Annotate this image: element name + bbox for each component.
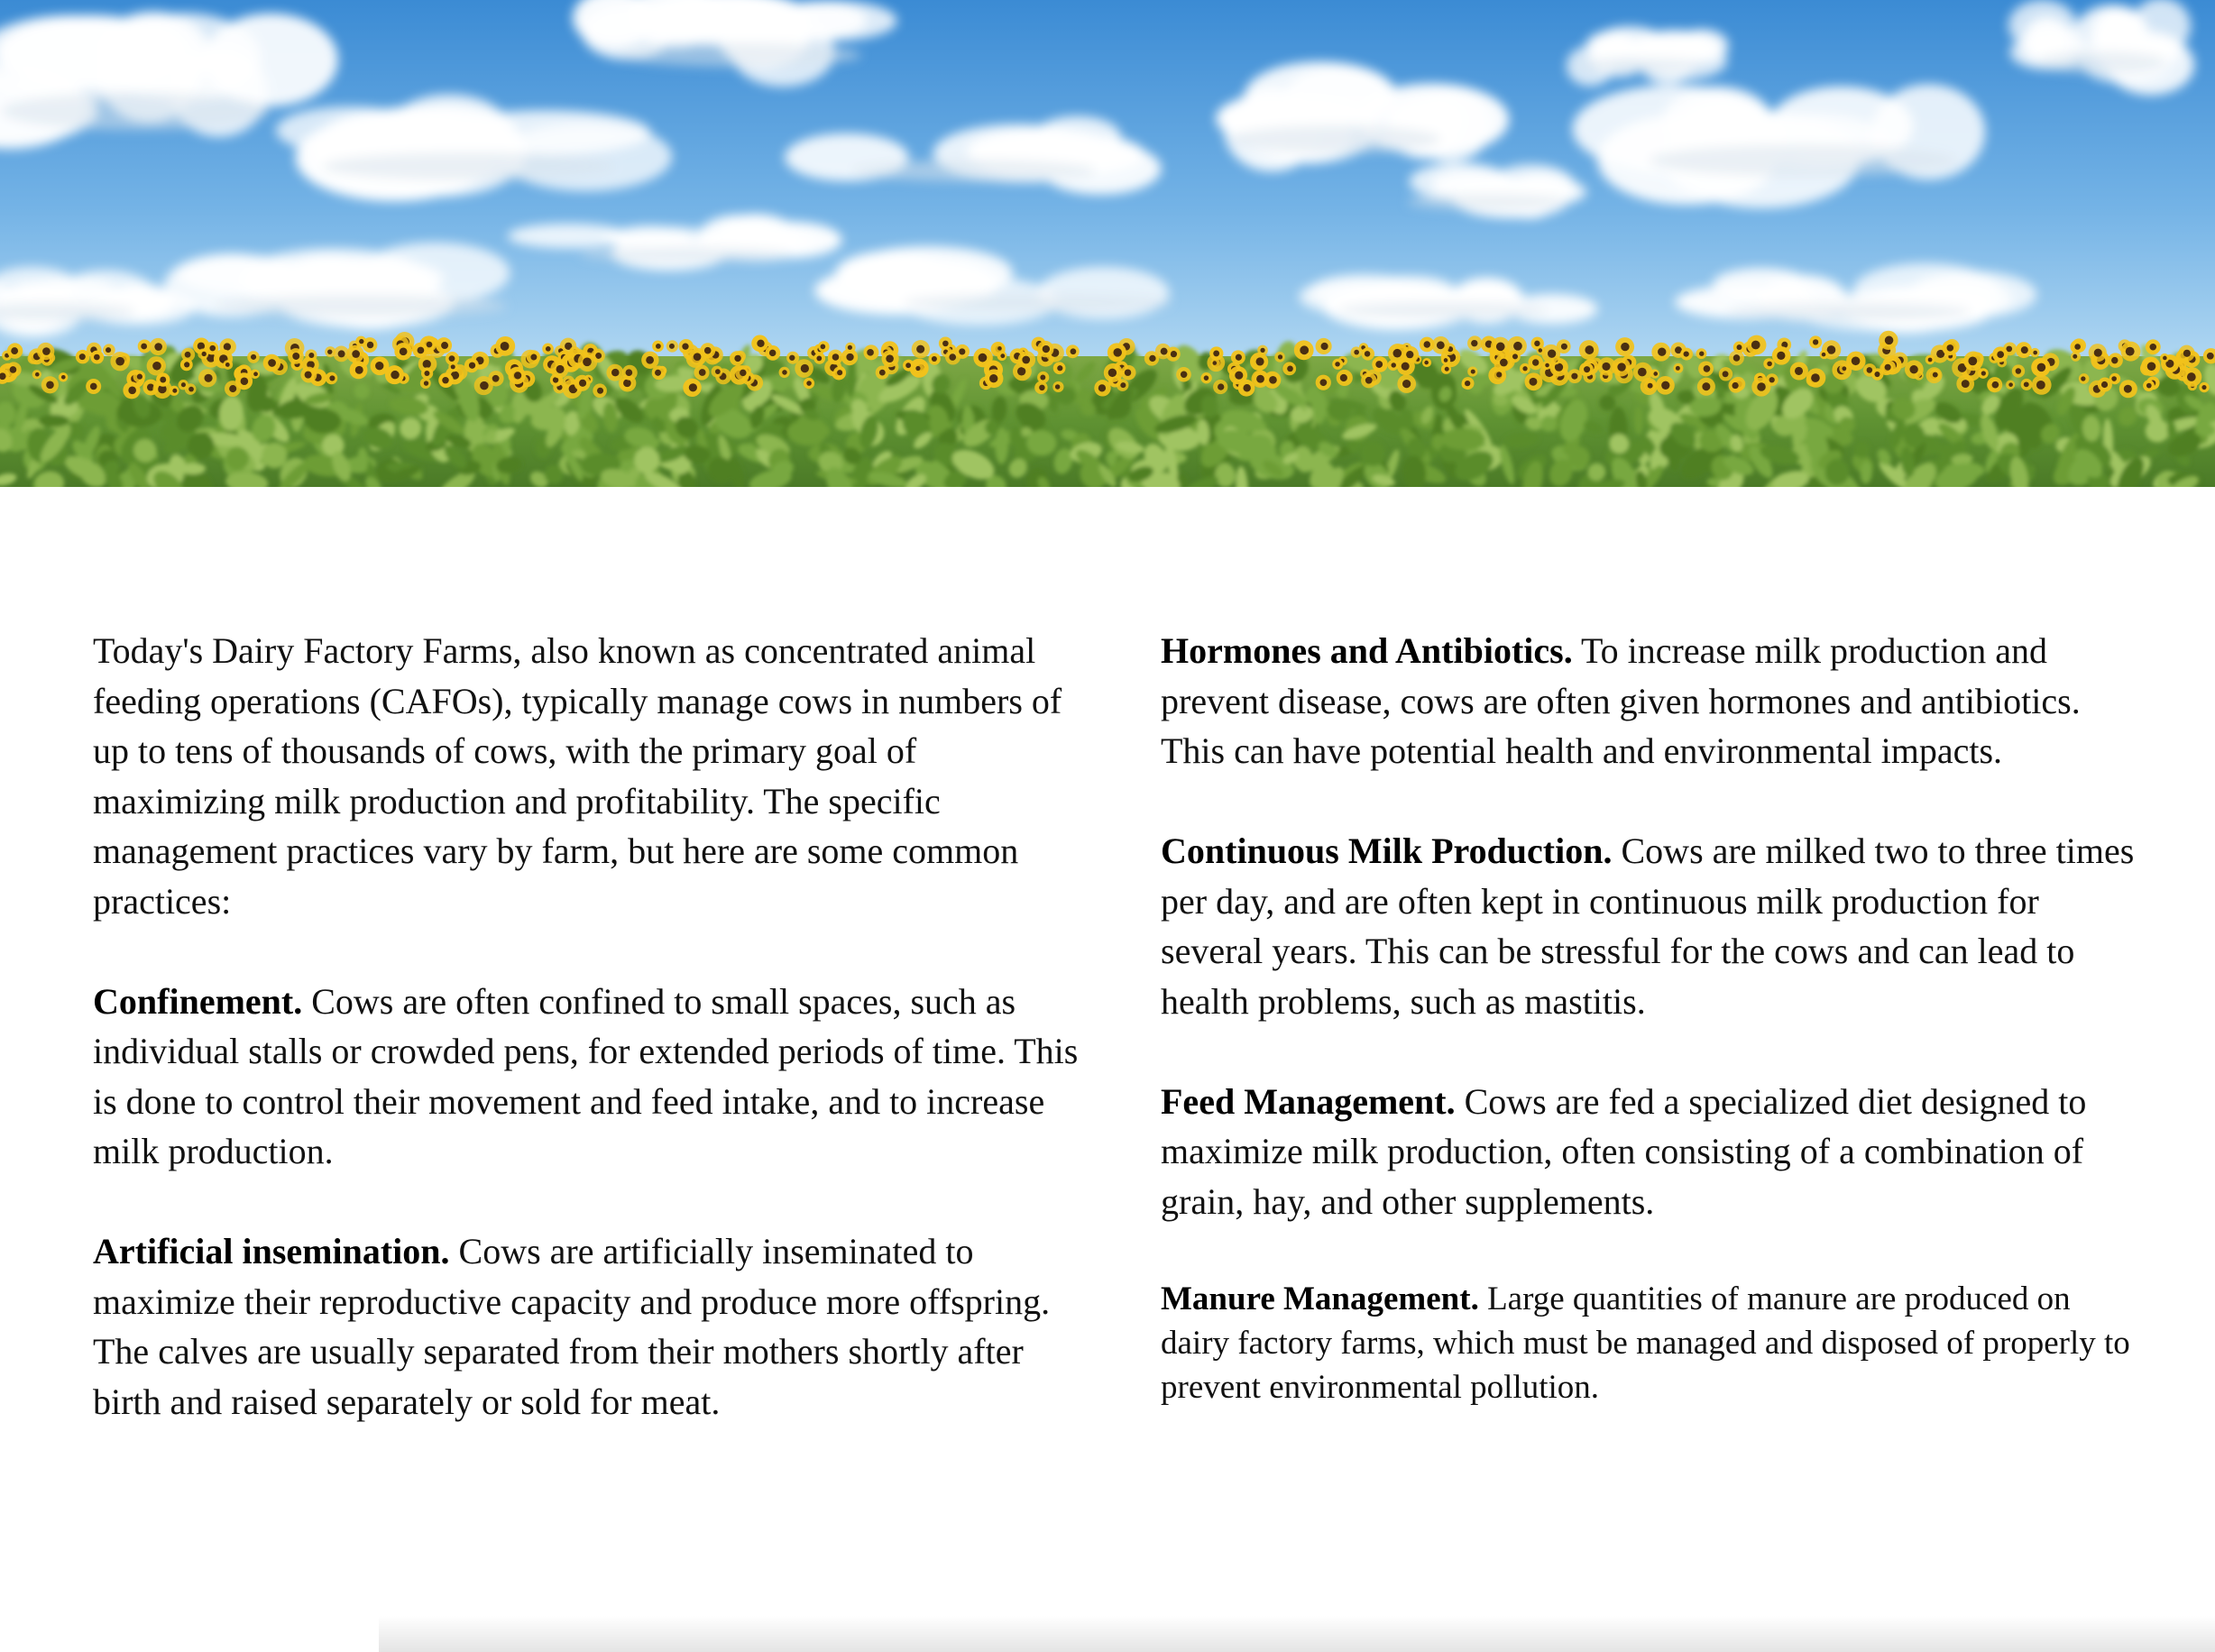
sunflower-center [611, 369, 619, 376]
sunflower-center [241, 377, 249, 385]
sunflower-center [546, 346, 551, 352]
sunflower-center [583, 357, 592, 366]
cloud-shadow [1337, 302, 1549, 318]
sunflower-center [530, 354, 537, 361]
sunflower-center [848, 345, 852, 350]
sunflower-center [253, 372, 258, 376]
sunflower-center [1424, 361, 1429, 365]
sunflower-center [1534, 341, 1539, 346]
sunflower-center [1909, 365, 1917, 373]
sunflower-center [1532, 359, 1539, 365]
sunflower-center [1149, 355, 1155, 362]
sunflower-center [1236, 354, 1242, 361]
cloud-puff [441, 110, 650, 154]
sunflower-center [699, 369, 706, 376]
cloud-shadow [1650, 144, 1958, 176]
sunflower-center [1648, 383, 1653, 389]
sunflower-center [327, 349, 332, 353]
sunflower-center [2036, 381, 2045, 390]
sunflower-center [757, 340, 764, 347]
sunflower-center [1055, 384, 1060, 389]
sunflower-center [1928, 358, 1933, 363]
sunflower-center [846, 353, 853, 361]
sunflower-center [694, 353, 702, 361]
sunflower-center [359, 339, 363, 344]
sunflower-center [338, 350, 345, 357]
sunflower-center [979, 353, 988, 363]
sunflower-center [1017, 367, 1025, 375]
sunflower-center [1269, 376, 1277, 384]
sunflower-center [2201, 385, 2206, 390]
sunflower-center [669, 344, 675, 349]
sunflower-center [427, 342, 433, 348]
sunflower-center [128, 387, 136, 395]
sunflower-center [141, 344, 147, 350]
sunflower-center [375, 362, 383, 370]
sunflower-center [2187, 372, 2196, 381]
cloud-puff [360, 243, 510, 304]
sunflower-center [646, 356, 654, 364]
practice-text: Cows are often confined to small spaces, such as individual stalls or crowded pens, for extended periods of time. This is done to control their movement and feed intake, and to increase milk production. [93, 980, 1079, 1171]
sunflower-center [1513, 342, 1522, 351]
practice-heading: Hormones and Antibiotics. [1161, 630, 1573, 671]
sunflower-center [1278, 354, 1282, 359]
sunflower-center [79, 353, 86, 360]
sunflower-center [1777, 352, 1785, 360]
hero-banner-image [0, 0, 2215, 487]
sunflower-center [172, 389, 177, 393]
sunflower-center [2146, 383, 2152, 389]
sunflower-center [789, 355, 795, 361]
sunflower-center [2008, 382, 2013, 387]
sunflower-center [11, 347, 18, 354]
sunflower-center [1947, 344, 1954, 352]
sunflower-center [1022, 356, 1030, 364]
sunflower-center [492, 375, 500, 382]
sunflower-center [10, 366, 17, 373]
sunflower-center [352, 350, 360, 358]
sunflower-center [2024, 381, 2029, 387]
sunflower-center [932, 356, 937, 362]
sunflower-center [916, 345, 924, 353]
sunflower-center [152, 362, 161, 371]
sunflower-center [1545, 363, 1549, 368]
sunflower-center [1465, 381, 1470, 386]
sunflower-center [769, 350, 777, 357]
sunflower-center [480, 381, 489, 390]
sunflower-center [292, 353, 299, 360]
sunflower-center [832, 353, 840, 361]
sunflower-center [1335, 362, 1339, 366]
left-column [93, 626, 1085, 1427]
sunflower-center [734, 355, 740, 362]
sunflower-center [1161, 348, 1168, 355]
sunflower-center [656, 344, 661, 349]
sunflower-leaf [39, 415, 69, 427]
practice-confinement [93, 977, 1085, 1177]
cloud-puff [769, 2, 867, 40]
sunflower-center [1933, 372, 1938, 378]
sunflower-center [423, 360, 431, 368]
sunflower-center [1795, 367, 1803, 375]
sunflower-center [2016, 368, 2021, 373]
sunflower-center [1108, 369, 1117, 377]
sunflower-center [2207, 353, 2214, 360]
sunflower-center [424, 371, 429, 376]
sunflower-center [1981, 371, 1986, 375]
sunflower-center [1471, 340, 1477, 346]
sunflower-center [1638, 368, 1647, 377]
sunflower-center [1000, 353, 1005, 358]
practice-heading: Feed Management. [1161, 1080, 1456, 1122]
cloud-shadow [2036, 51, 2166, 73]
cloud-shadow [1407, 194, 1569, 210]
sunflower-center [2033, 351, 2037, 355]
sunflower-center [1512, 353, 1518, 359]
sunflower-center [184, 362, 189, 367]
sunflower-center [2037, 363, 2046, 372]
practice-text: To increase milk production and prevent disease, cows are often given hormones and antibiotics. This can have potential health and environmental impacts. [1161, 630, 2081, 771]
sunflower-field-illustration [0, 0, 2215, 487]
sunflower-center [514, 372, 521, 379]
sunflower-center [1260, 348, 1264, 353]
sunflower-center [1885, 336, 1894, 345]
sunflower-center [367, 342, 373, 348]
sunflower-center [1500, 359, 1508, 367]
sunflower-center [2073, 354, 2077, 359]
sunflower-center [1702, 382, 1710, 390]
sunflower-center [1757, 382, 1766, 391]
sunflower-center [1962, 380, 1970, 388]
sunflower-center [1621, 343, 1629, 351]
sunflower-center [1968, 357, 1977, 366]
sunflower-center [2094, 349, 2102, 357]
sunflower-center [1530, 378, 1538, 386]
practice-heading: Manure Management. [1161, 1280, 1479, 1317]
sunflower-center [2163, 356, 2167, 361]
sunflower-center [202, 352, 207, 356]
sunflower-center [469, 363, 475, 369]
sunflower-center [424, 381, 428, 385]
sunflower-center [1539, 348, 1543, 353]
sunflower-center [355, 366, 363, 374]
cloud-shadow [618, 43, 861, 67]
sunflower-center [1822, 353, 1826, 357]
sunflower-center [1767, 362, 1772, 367]
sunflower-center [46, 381, 54, 390]
sunflower-center [623, 379, 631, 387]
cloud-puff [204, 14, 338, 106]
sunflower-center [1561, 344, 1567, 350]
practice-continuous-milk-production [1161, 826, 2144, 1026]
sunflower-center [2147, 362, 2156, 371]
sunflower-center [1471, 370, 1475, 374]
sunflower-center [1852, 356, 1861, 365]
sunflower-center [1684, 351, 1689, 356]
cloud-puff [1586, 31, 1637, 60]
sunflower-center [1699, 352, 1704, 356]
sunflower-center [1661, 381, 1669, 390]
sunflower-center [181, 382, 186, 387]
sunflower-center [391, 371, 399, 379]
sunflower-center [1658, 348, 1666, 356]
sunflower-center [42, 347, 51, 355]
practice-text: Cows are milked two to three times per day, and are often kept in continuous milk production for several years. This can be stressful for the cows and can lead to health problems, such as mastitis. [1161, 831, 2135, 1022]
sunflower-center [1039, 385, 1044, 390]
intro-paragraph [93, 626, 1085, 926]
cloud-shadow [2, 92, 270, 130]
sunflower-center [2124, 385, 2132, 393]
sunflower-center [61, 375, 66, 380]
sunflower-center [1125, 369, 1131, 375]
sunflower-center [1406, 351, 1413, 358]
cloud-puff [2024, 16, 2070, 60]
sunflower-center [1213, 351, 1219, 357]
sunflower-center [90, 383, 97, 390]
sunflower-center [1287, 366, 1293, 372]
sunflower-center [689, 383, 697, 391]
sunflower-center [1424, 341, 1430, 347]
sunflower-center [1320, 379, 1328, 386]
sunflower-center [704, 347, 712, 354]
sunflower-center [305, 372, 312, 379]
sunflower-center [1256, 375, 1264, 383]
practice-text: Cows are artificially inseminated to maximize their reproductive capacity and produce more offspring. The calves are usually separated from their mothers shortly after birth and raised separately or sold for meat. [93, 1231, 1051, 1422]
cloud-puff [0, 15, 185, 89]
sunflower-center [1733, 354, 1741, 362]
practice-hormones-antibiotics [1161, 626, 2144, 776]
sunflower-center [1120, 382, 1126, 388]
sunflower-center [715, 369, 721, 374]
sunflower-center [442, 377, 448, 383]
sunflower-center [1181, 372, 1187, 378]
sunflower-center [942, 341, 949, 347]
sunflower-center [501, 342, 510, 351]
sunflower-center [1300, 345, 1309, 354]
sunflower-center [209, 345, 216, 352]
sunflower-center [2081, 376, 2085, 381]
sunflower-center [400, 347, 408, 355]
sunflower-center [115, 357, 124, 366]
sunflower-center [1548, 350, 1556, 358]
sunflower-center [1602, 363, 1610, 371]
sunflower-center [1321, 343, 1328, 350]
sunflower-center [1751, 341, 1760, 350]
sunflower-center [154, 343, 162, 351]
sunflower-center [1365, 377, 1373, 384]
sunflower-center [740, 370, 746, 376]
sunflower-center [1212, 361, 1217, 365]
sunflower-center [1992, 381, 1999, 389]
sunflower-center [1676, 366, 1680, 371]
sunflower-center [682, 344, 688, 350]
sunflower-center [879, 370, 886, 376]
sunflower-center [1402, 363, 1410, 371]
sunflower-center [106, 347, 111, 353]
sunflower-center [94, 354, 100, 361]
sunflower-center [2126, 347, 2135, 356]
sunflower-center [655, 370, 661, 376]
sunflower-center [137, 374, 142, 380]
cloud-shadow [215, 295, 507, 317]
sunflower-center [959, 348, 965, 354]
sunflower-center [268, 359, 276, 367]
sunflower-center [1437, 341, 1445, 349]
sunflower-center [1391, 363, 1395, 367]
sunflower-center [418, 347, 425, 354]
sunflower-center [949, 353, 956, 361]
sunflower-center [997, 346, 1002, 351]
sunflower-center [1617, 363, 1625, 371]
sunflower-center [251, 354, 256, 360]
sunflower-center [224, 343, 231, 350]
sunflower-center [2111, 376, 2117, 381]
sunflower-center [556, 365, 565, 373]
sunflower-center [1867, 367, 1873, 373]
practice-feed-management [1161, 1077, 2144, 1227]
sunflower-center [1444, 358, 1448, 363]
sunflower-center [2149, 344, 2156, 351]
sunflower-center [1585, 345, 1594, 354]
sunflower-center [989, 374, 997, 382]
sunflower-center [597, 388, 603, 394]
sunflower-center [1171, 351, 1177, 357]
sunflower-center [2074, 344, 2081, 350]
sunflower-center [1340, 374, 1347, 381]
practice-manure-management [1161, 1277, 2144, 1409]
practice-heading: Confinement. [93, 980, 303, 1022]
sunflower-center [225, 363, 230, 367]
sunflower-center [1243, 384, 1250, 391]
sunflower-center [626, 369, 633, 376]
sunflower-center [1098, 384, 1106, 391]
sunflower-center [1496, 343, 1505, 352]
sunflower-center [449, 355, 455, 362]
sunflower-center [1057, 365, 1062, 371]
sunflower-center [1392, 349, 1402, 358]
sunflower-center [1496, 372, 1502, 377]
practice-heading: Continuous Milk Production. [1161, 831, 1613, 871]
sunflower-center [451, 364, 455, 369]
sunflower-center [1235, 372, 1243, 380]
sunflower-center [2021, 346, 2028, 353]
sunflower-center [1813, 339, 1818, 344]
sunflower-center [1445, 367, 1449, 372]
sunflower-center [1769, 377, 1775, 382]
sunflower-center [886, 354, 894, 363]
sunflower-center [806, 381, 812, 386]
sunflower-center [160, 377, 166, 383]
sunflower-center [329, 375, 335, 381]
sunflower-center [905, 363, 911, 368]
sunflower-center [1071, 348, 1077, 354]
sunflower-center [915, 366, 920, 371]
sunflower-center [185, 352, 191, 358]
sunflower-center [1402, 380, 1411, 388]
sunflower-center [308, 353, 314, 358]
sunflower-leaf [1441, 428, 1485, 450]
sunflower-center [1723, 371, 1729, 377]
sunflower-center [1204, 375, 1209, 381]
sunflower-center [1113, 348, 1121, 356]
page-edge-shadow [379, 1616, 2215, 1652]
practice-heading: Artificial insemination. [93, 1231, 450, 1271]
sunflower-center [441, 342, 448, 349]
sunflower-center [579, 380, 586, 387]
practice-artificial-insemination [93, 1226, 1085, 1427]
sunflower-center [1704, 365, 1711, 372]
cloud-shadow [580, 248, 791, 262]
sunflower-center [821, 344, 826, 350]
sunflower-center [35, 372, 40, 377]
sunflower-center [1732, 382, 1738, 389]
practice-text: Cows are fed a specialized diet designed to maximize milk production, often consisting of a combination of grain, hay, and other supplements. [1161, 1080, 2087, 1222]
sunflower-center [1997, 351, 2004, 358]
sunflower-center [1885, 364, 1891, 371]
sunflower-center [1365, 351, 1371, 357]
cloud-shadow [1229, 125, 1440, 153]
cloud-shadow [904, 294, 1172, 312]
sunflower-center [229, 385, 236, 392]
sunflower-center [2183, 350, 2191, 357]
sunflower-center [782, 370, 787, 375]
sunflower-center [188, 387, 194, 392]
sunflower-center [837, 370, 842, 375]
sunflower-center [1584, 366, 1590, 372]
sunflower-leaf [1634, 406, 1643, 435]
sunflower-center [1571, 373, 1577, 380]
sunflower-center [205, 374, 213, 382]
sunflower-center [1653, 372, 1658, 376]
cloud-shadow [1576, 59, 1706, 72]
cloud-shadow [323, 152, 615, 180]
sunflower-center [1874, 372, 1880, 377]
cloud-shadow [852, 160, 1096, 181]
sunflower-center [2111, 357, 2118, 363]
sunflower-center [1842, 366, 1846, 371]
sunflower-center [801, 364, 809, 372]
practice-text: Large quantities of manure are produced on dairy factory farms, which must be managed and disposed of properly to prevent environmental pollution. [1161, 1280, 2130, 1406]
sunflower-center [1811, 373, 1820, 382]
sunflower-center [1375, 361, 1383, 368]
sunflower-center [1354, 350, 1359, 355]
sunflower-center [1737, 344, 1742, 350]
cloud-shadow [1727, 303, 1971, 321]
cloud-puff [1663, 87, 1772, 155]
sunflower-center [816, 356, 822, 362]
sunflower-center [1256, 357, 1264, 365]
right-column [1161, 626, 2144, 1409]
sunflower-center [2101, 381, 2108, 388]
intro-text: Today's Dairy Factory Farms, also known as concentrated animal feeding operations (CAFOs), typically manage cows in numbers of up to tens of thousands of cows, with the primary goal of maximizing milk production and profitability. The specific management practices vary by farm, but here are some common practices: [93, 630, 1062, 922]
sunflower-center [1218, 383, 1224, 390]
cloud-puff [602, 226, 721, 249]
sunflower-center [1040, 375, 1045, 381]
sunflower-center [1522, 366, 1527, 371]
sunflower-center [867, 349, 874, 356]
sunflower-center [1043, 345, 1050, 353]
